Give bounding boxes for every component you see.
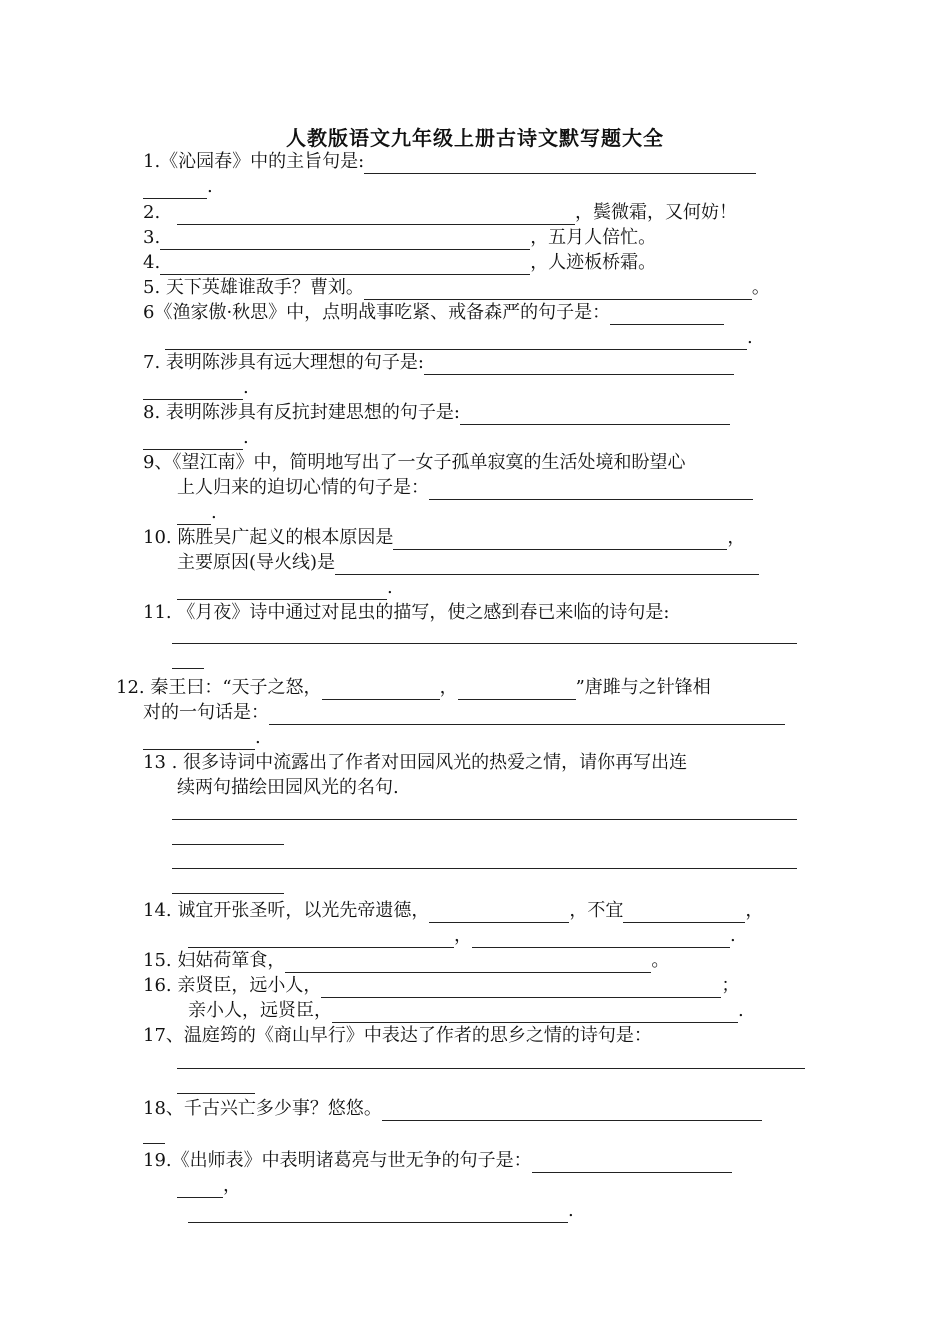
answer-blank[interactable]	[285, 952, 651, 973]
answer-blank[interactable]	[143, 178, 207, 199]
answer-blank[interactable]	[160, 254, 530, 275]
answer-blank[interactable]	[458, 679, 576, 700]
answer-blank[interactable]	[177, 504, 211, 525]
question-9-line2: 上人归来的迫切心情的句子是：	[177, 476, 753, 500]
question-10-line2: 主要原因(导火线)是	[177, 551, 759, 575]
answer-blank[interactable]	[460, 404, 730, 425]
question-12: 12. 秦王曰：“天子之怒， ， ”唐雎与之针锋相	[116, 677, 711, 698]
question-12-cont: .	[143, 726, 261, 750]
question-19: 19.《出师表》中表明诸葛亮与世无争的句子是：	[143, 1149, 732, 1173]
answer-blank[interactable]	[335, 554, 759, 575]
answer-line[interactable]	[172, 868, 797, 869]
question-2: 2. ，鬓微霜，又何妨！	[143, 202, 737, 223]
answer-blank[interactable]	[143, 429, 243, 450]
question-14-cont: ， .	[188, 924, 736, 948]
answer-blank[interactable]	[143, 729, 255, 750]
answer-blank[interactable]	[188, 927, 454, 948]
question-4: 4. ，人迹板桥霜。	[143, 252, 657, 273]
answer-line[interactable]	[172, 643, 797, 644]
answer-line[interactable]	[172, 668, 204, 669]
question-16: 16. 亲贤臣，远小人， ；	[143, 975, 740, 996]
question-13: 13 . 很多诗词中流露出了作者对田园风光的热爱之情，请你再写出连	[143, 752, 688, 773]
question-14: 14. 诚宜开张圣听，以光先帝遗德， ，不宜 ，	[143, 900, 764, 921]
question-8: 8. 表明陈涉具有反抗封建思想的句子是:	[143, 401, 730, 425]
question-16-line2: 亲小人，远贤臣， .	[188, 1000, 744, 1021]
question-12-line2: 对的一句话是：	[143, 701, 785, 725]
question-3: 3. ，五月人倍忙。	[143, 227, 657, 248]
page-title: 人教版语文九年级上册古诗文默写题大全	[286, 126, 664, 150]
question-8-cont: .	[143, 426, 249, 450]
question-11: 11. 《月夜》诗中通过对昆虫的描写，使之感到春已来临的诗句是:	[143, 602, 670, 623]
answer-blank[interactable]	[322, 679, 440, 700]
answer-blank[interactable]	[429, 479, 753, 500]
answer-blank[interactable]	[610, 304, 724, 325]
answer-line[interactable]	[172, 819, 797, 820]
question-15: 15. 妇姑荷箪食， 。	[143, 950, 670, 971]
answer-blank[interactable]	[532, 1152, 732, 1173]
answer-blank[interactable]	[160, 229, 530, 250]
question-17: 17、温庭筠的《商山早行》中表达了作者的思乡之情的诗句是：	[143, 1025, 652, 1046]
answer-blank[interactable]	[321, 977, 721, 998]
answer-blank[interactable]	[269, 704, 785, 725]
question-9-cont: .	[177, 501, 217, 525]
question-6-cont: .	[165, 326, 753, 350]
answer-blank[interactable]	[177, 1177, 223, 1198]
question-1-cont: .	[143, 175, 213, 199]
answer-blank[interactable]	[424, 354, 734, 375]
question-10: 10. 陈胜吴广起义的根本原因是 ，	[143, 527, 746, 548]
answer-blank[interactable]	[143, 379, 243, 400]
question-7-cont: .	[143, 376, 249, 400]
question-7: 7. 表明陈涉具有远大理想的句子是:	[143, 351, 734, 375]
answer-line[interactable]	[177, 1093, 255, 1094]
answer-line[interactable]	[177, 1068, 805, 1069]
answer-line[interactable]	[172, 844, 284, 845]
answer-blank[interactable]	[393, 529, 727, 550]
question-19-cont: ，	[177, 1174, 241, 1198]
question-13-line2: 续两句描绘田园风光的名句.	[177, 777, 399, 798]
answer-blank[interactable]	[364, 279, 752, 300]
question-5: 5. 天下英雄谁敌手？曹刘。 。	[143, 277, 770, 298]
answer-blank[interactable]	[188, 1202, 568, 1223]
question-18: 18、千古兴亡多少事？悠悠。	[143, 1097, 762, 1121]
answer-blank[interactable]	[177, 204, 575, 225]
answer-line[interactable]	[172, 893, 284, 894]
question-1: 1.《沁园春》中的主旨句是:	[143, 150, 756, 174]
answer-blank[interactable]	[364, 153, 756, 174]
question-19-line3: .	[188, 1199, 574, 1223]
answer-blank[interactable]	[165, 329, 747, 350]
question-6: 6《渔家傲·秋思》中，点明战事吃紧、戒备森严的句子是：	[143, 301, 724, 325]
answer-line[interactable]	[143, 1143, 165, 1144]
answer-blank[interactable]	[472, 927, 730, 948]
question-10-cont: .	[177, 576, 393, 600]
answer-blank[interactable]	[382, 1100, 762, 1121]
answer-blank[interactable]	[332, 1002, 738, 1023]
question-9: 9、《望江南》中，简明地写出了一女子孤单寂寞的生活处境和盼望心	[143, 452, 686, 473]
answer-blank[interactable]	[429, 902, 569, 923]
answer-blank[interactable]	[177, 579, 387, 600]
answer-blank[interactable]	[623, 902, 745, 923]
